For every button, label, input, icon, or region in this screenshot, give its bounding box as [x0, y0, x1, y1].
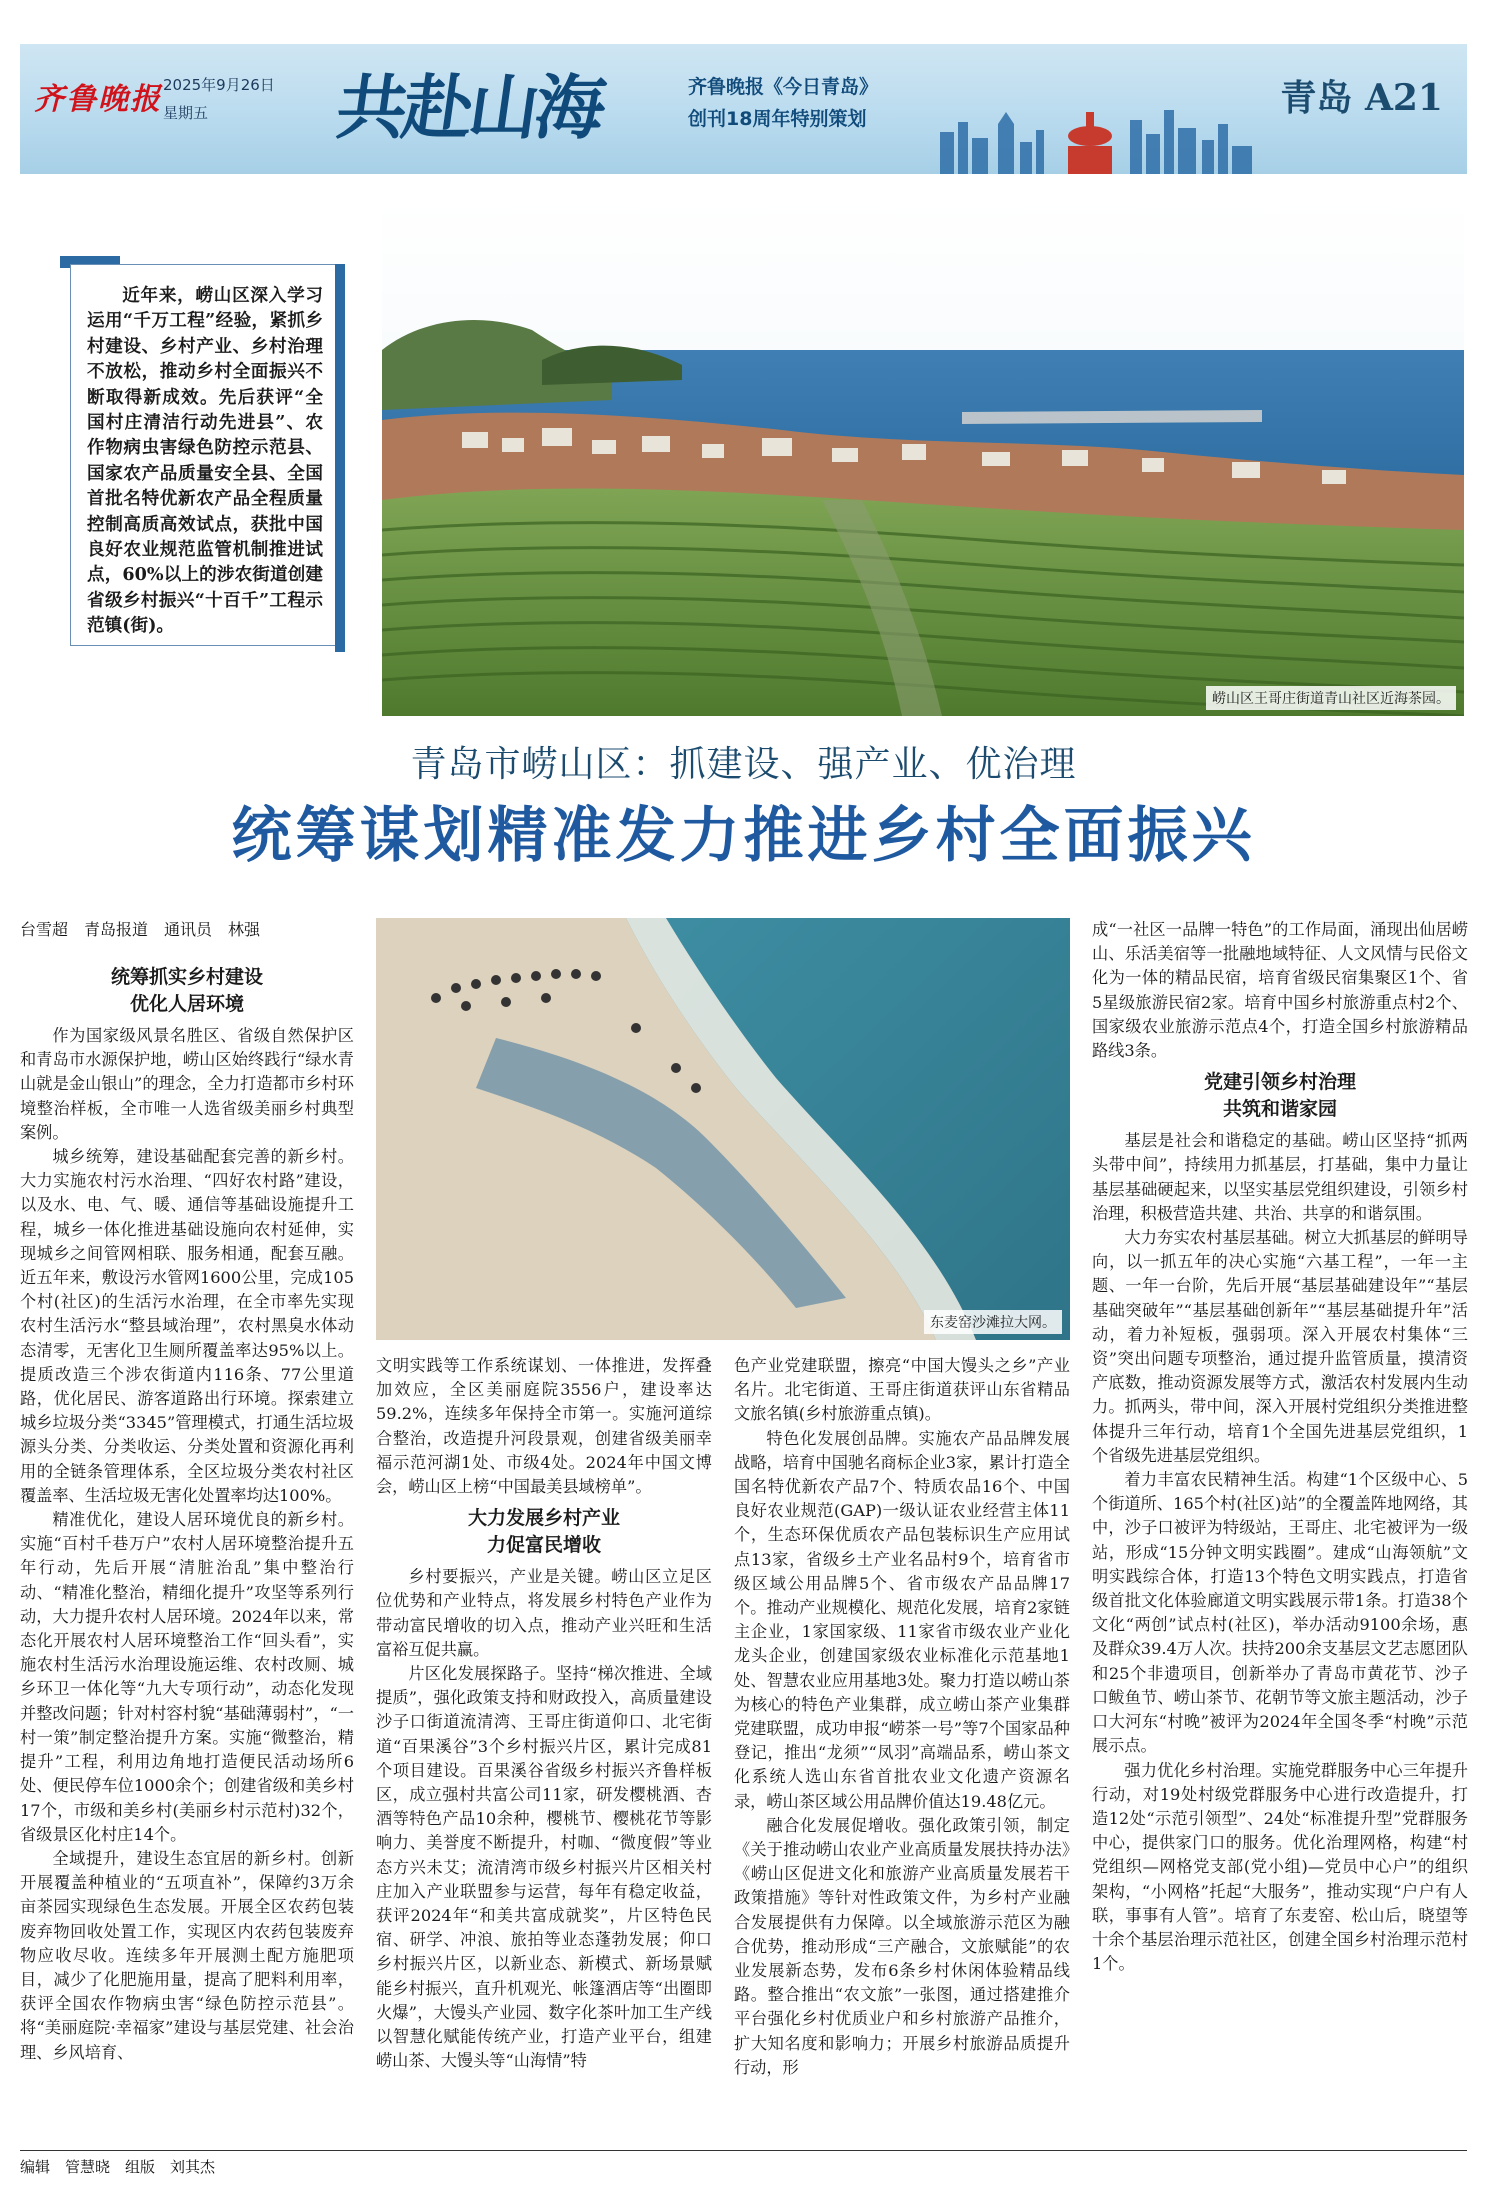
paragraph: 成“一社区一品牌一特色”的工作局面，涌现出仙居崂山、乐活美宿等一批融地域特征、人文风情与民俗文化为一体的精品民宿，培育省级民宿集聚区1个、省5星级旅游民宿2家。培育中国乡村旅游重点村2个、国家级农业旅游示范点4个，打造全国乡村旅游精品路线3条。 [1092, 920, 1468, 1061]
campaign-title: 共赴山海 [331, 66, 608, 149]
byline: 台雪超 青岛报道 通讯员 林强 [20, 920, 261, 939]
paragraph: 文明实践等工作系统谋划、一体推进，发挥叠加效应，全区美丽庭院3556户，建设率达59.2%，连续多年保持全市第一。实施河道综合整治，改造提升河段景观，创建省级美丽幸福示范河湖1处、市级4处。2024年中国文博会，崂山区上榜“中国最美县域榜单”。 [376, 1356, 712, 1497]
paragraph: 基层是社会和谐稳定的基础。崂山区坚持“抓两头带中间”，持续用力抓基层，打基础，集中力量让基层基础硬起来，以坚实基层党组织建设，引领乡村治理，积极营造共建、共治、共享的和谐氛围。 [1092, 1131, 1468, 1223]
article-headline: 统筹谋划精准发力推进乡村全面振兴 [231, 801, 1256, 871]
campaign-subtitle-line1: 齐鲁晚报《今日青岛》 [688, 76, 879, 98]
city-skyline-illustration [940, 102, 1270, 174]
section-heading: 党建引领乡村治理 共筑和谐家园 [1203, 1071, 1356, 1121]
campaign-subtitle-line2: 创刊18周年特别策划 [688, 108, 867, 130]
lead-text: 近年来，崂山区深入学习运用“千万工程”经验，紧抓乡村建设、乡村产业、乡村治理不放松，推动乡村全面振兴不断取得新成效。先后获评“全国村庄清洁行动先进县”、农作物病虫害绿色防控示范县、国家农产品质量安全县、全国首批名特优新农产品全程质量控制高质高效试点，获批中国良好农业规范监管机制推进试点，60%以上的涉农街道创建省级乡村振兴“十百千”工程示范镇(街)。 [87, 285, 323, 637]
lead-box [70, 264, 340, 646]
beach-fishing-photo [376, 918, 1070, 1340]
newspaper-logo: 齐鲁晚报 [34, 82, 162, 117]
editor-credits: 编辑 管慧晓 组版 刘其杰 [20, 2158, 216, 2176]
issue-date: 2025年9月26日 [163, 76, 275, 94]
paragraph: 特色化发展创品牌。实施农产品品牌发展战略，培育中国驰名商标企业3家，累计打造全国名特优新农产品7个、特质农品16个、中国良好农业规范(GAP)一级认证农业经营主体11个，生态环保优质农产品包装标识生产应用试点13家，省级乡土产业名品村9个，培育省市级区域公用品牌5个、省市级农产品品牌17个。推动产业规模化、规范化发展，培育2家链主企业，1家国家级、11家省市级农业产业化龙头企业，创建国家级农业标准化示范基地1处、智慧农业应用基地3处。聚力打造以崂山茶为核心的特色产业集群，成立崂山茶产业集群党建联盟，成功申报“崂茶一号”等7个国家品种登记，推出“龙须”“凤羽”高端品系，崂山茶文化系统人选山东省首批农业文化遗产资源名录，崂山茶区域公用品牌价值达19.48亿元。 [734, 1428, 1070, 1811]
issue-weekday: 星期五 [163, 104, 209, 122]
hero-photo-caption: 崂山区王哥庄街道青山社区近海茶园。 [1206, 686, 1456, 710]
paragraph: 强力优化乡村治理。实施党群服务中心三年提升行动，对19处村级党群服务中心进行改造提升，打造12处“示范引领型”、24处“标准提升型”党群服务中心，提供家门口的服务。优化治理网格，构建“村党组织—网格党支部(党小组)—党员中心户”的组织架构，“小网格”托起“大服务”，推动实现“户户有人联，事事有人管”。培育了东麦窑、松山后，晓望等十余个基层治理示范社区，创建全国乡村治理示范村1个。 [1092, 1760, 1468, 1974]
article-subtitle: 青岛市崂山区：抓建设、强产业、优治理 [410, 744, 1077, 785]
paragraph: 全域提升，建设生态宜居的新乡村。创新开展覆盖种植业的“五项直补”，保障约3万余亩茶园实现绿色生态发展。开展全区农药包装废弃物回收处置工作，实现区内农药包装废弃物应收尽收。连续多年开展测土配方施肥项目，减少了化肥施用量，提高了肥料利用率，获评全国农作物病虫害“绿色防控示范县”。将“美丽庭院·幸福家”建设与基层党建、社会治理、乡风培育、 [20, 1848, 354, 2062]
beach-net-image [376, 918, 1070, 1340]
article-column-4 [1092, 918, 1468, 1976]
paragraph: 色产业党建联盟，擦亮“中国大馒头之乡”产业名片。北宅街道、王哥庄街道获评山东省精品文旅名镇(乡村旅游重点镇)。 [734, 1356, 1070, 1424]
page-label: 青岛 A21 [1280, 77, 1443, 119]
paragraph: 精准优化，建设人居环境优良的新乡村。实施“百村千巷万户”农村人居环境整治提升五年行动，先后开展“清脏治乱”集中整治行动、“精准化整治，精细化提升”攻坚等系列行动，大力提升农村人居环境。2024年以来，常态化开展农村人居环境整治工作“回头看”，实施农村生活污水治理设施运维、农村改厕、城乡环卫一体化等“九大专项行动”，动态化发现并整改问题；针对村容村貌“基础薄弱村”，“一村一策”制定整治提升方案。实施“微整治，精提升”工程，利用边角地打造便民活动场所6处、便民停车位1000余个；创建省级和美乡村17个，市级和美乡村(美丽乡村示范村)32个，省级景区化村庄14个。 [20, 1510, 354, 1844]
beach-photo-caption: 东麦窑沙滩拉大网。 [924, 1310, 1062, 1334]
lead-box-side-accent [335, 264, 345, 652]
paragraph: 作为国家级风景名胜区、省级自然保护区和青岛市水源保护地，崂山区始终践行“绿水青山就是金山银山”的理念，全力打造都市乡村环境整治样板，全市唯一人选省级美丽乡村典型案例。 [20, 1026, 354, 1142]
article-column-1 [20, 958, 354, 2065]
paragraph: 融合化发展促增收。强化政策引领，制定《关于推动崂山农业产业高质量发展扶持办法》《崂山区促进文化和旅游产业高质量发展若干政策措施》等针对性政策文件，为乡村产业融合发展提供有力保障。以全域旅游示范区为融合优势，推动形成“三产融合，文旅赋能”的农业发展新态势，发布6条乡村休闲体验精品线路。整合推出“农文旅”一张图，通过搭建推介平台强化乡村优质业户和乡村旅游产品推介，扩大知名度和影响力；开展乡村旅游品质提升行动，形 [734, 1815, 1070, 2077]
hero-photo [382, 200, 1464, 716]
section-heading: 大力发展乡村产业 力促富民增收 [467, 1507, 620, 1557]
paragraph: 着力丰富农民精神生活。构建“1个区级中心、5个街道所、165个村(社区)站”的全覆盖阵地网络，其中，沙子口被评为特级站，王哥庄、北宅被评为一级站，形成“15分钟文明实践圈”。建成“山海领航”文明实践综合体，打造13个特色文明实践点，打造省级首批文化体验廊道文明实践展示带1条。打造38个文化“两创”试点村(社区)，举办活动9100余场，惠及群众39.4万人次。扶持200余支基层文艺志愿团队和25个非遗项目，创新举办了青岛市黄花节、沙子口鲅鱼节、崂山茶节、花朝节等文旅主题活动，沙子口大河东“村晚”被评为2024年全国冬季“村晚”示范展示点。 [1092, 1470, 1468, 1756]
section-heading: 统筹抓实乡村建设 优化人居环境 [110, 966, 263, 1015]
footer-divider [20, 2150, 1467, 2151]
article-column-3 [734, 1354, 1070, 2080]
paragraph: 乡村要振兴，产业是关键。崂山区立足区位优势和产业特点，将发展乡村特色产业作为带动富民增收的切入点，推动产业兴旺和生活富裕互促共赢。 [376, 1567, 712, 1659]
tea-garden-coast-image [382, 200, 1464, 716]
paragraph: 片区化发展探路子。坚持“梯次推进、全域提质”，强化政策支持和财政投入，高质量建设沙子口街道流清湾、王哥庄街道仰口、北宅街道“百果溪谷”3个乡村振兴片区，累计完成81个项目建设。百果溪谷省级乡村振兴齐鲁样板区，成立强村共富公司11家，研发樱桃酒、杏酒等特色产品10余种，樱桃节、樱桃花节等影响力、美誉度不断提升，村咖、“微度假”等业态方兴未艾；流清湾市级乡村振兴片区相关村庄加入产业联盟参与运营，每年有稳定收益，获评2024年“和美共富成就奖”，片区特色民宿、研学、冲浪、旅拍等业态蓬勃发展；仰口乡村振兴片区，以新业态、新模式、新场景赋能乡村振兴，直升机观光、帐篷酒店等“出圈即火爆”，大馒头产业园、数字化茶叶加工生产线以智慧化赋能传统产业，打造产业平台，组建崂山茶、大馒头等“山海情”特 [376, 1664, 712, 2071]
article-column-2 [376, 1354, 712, 2073]
paragraph: 城乡统筹，建设基础配套完善的新乡村。大力实施农村污水治理、“四好农村路”建设，以及水、电、气、暖、通信等基础设施提升工程，城乡一体化推进基础设施向农村延伸，实现城乡之间管网相联、服务相通，配套互融。近五年来，敷设污水管网1600公里，完成105个村(社区)的生活污水治理，在全市率先实现农村生活污水“整县域治理”，农村黑臭水体动态清零，无害化卫生厕所覆盖率达95%以上。提质改造三个涉农街道内116条、77公里道路，优化居民、游客道路出行环境。探索建立城乡垃圾分类“3345”管理模式，打通生活垃圾源头分类、分类收运、分类处置和资源化再利用的全链条管理体系，全区垃圾分类农村社区覆盖率、生活垃圾无害化处置率均达100%。 [20, 1147, 354, 1505]
paragraph: 大力夯实农村基层基础。树立大抓基层的鲜明导向，以一抓五年的决心实施“六基工程”，一年一主题、一年一台阶，先后开展“基层基础建设年”“基层基础突破年”“基层基础创新年”“基层基础提升年”活动，着力补短板，强弱项。深入开展农村集体“三资”突出问题专项整治，通过提升监管质量，摸清资产底数，推动资源发展等方式，激活农村发展内生动力。抓两头，带中间，深入开展村党组织分类推进整体提升三年行动，培育1个全国先进基层党组织，1个省级先进基层党组织。 [1092, 1228, 1468, 1465]
masthead-banner [20, 44, 1467, 174]
